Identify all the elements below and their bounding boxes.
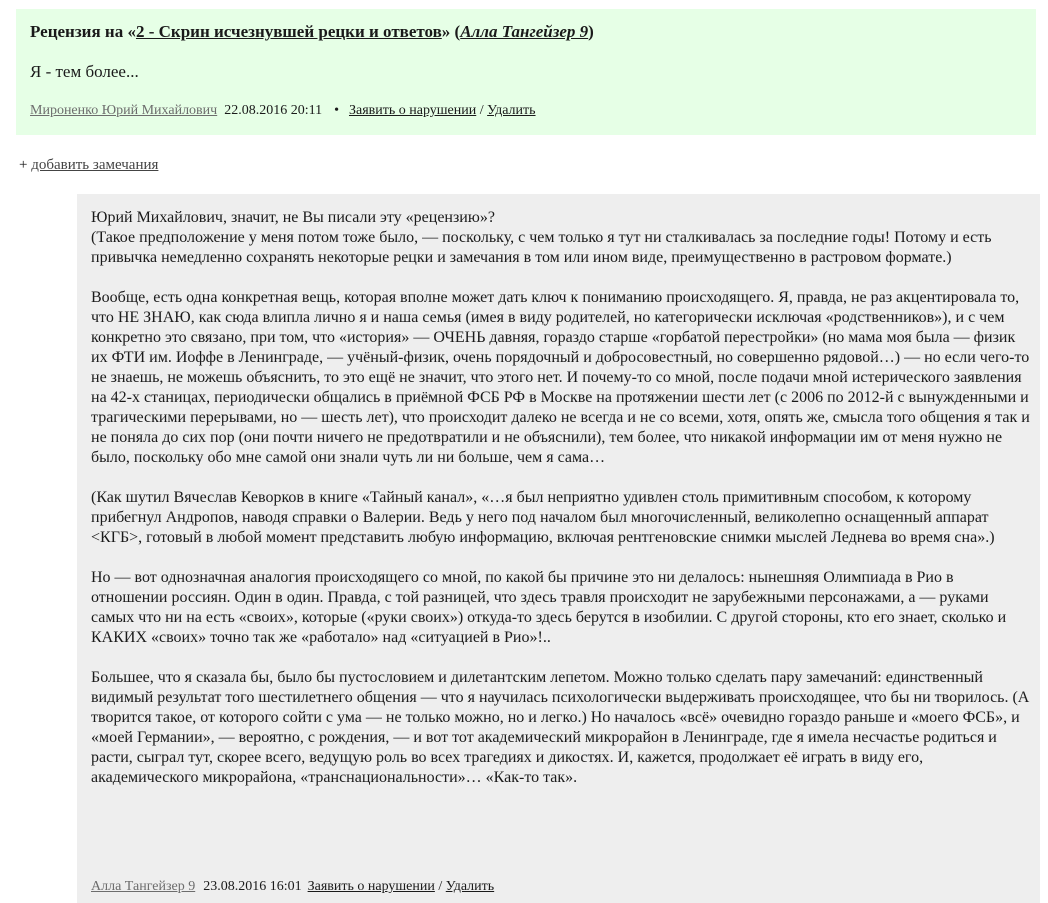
comment-text	[91, 208, 1030, 788]
comment-paragraph: Юрий Михайлович, значит, не Вы писали эту «рецензию»? (Такое предположение у меня потом тоже было, — поскольку, с чем только я тут ни сталкивалась за последние годы! Потому и есть привычка немедленно сохранять некоторые рецки и замечания в том или ином виде, преимущественно в растровом формате.)	[91, 209, 992, 266]
comment-meta-date: 23.08.2016 16:01	[203, 879, 302, 894]
meta-separator: /	[479, 103, 484, 118]
report-violation-link[interactable]: Заявить о нарушении	[348, 103, 477, 118]
review-meta-date: 22.08.2016 20:11	[224, 103, 323, 118]
plus-icon: +	[19, 157, 28, 173]
comment-report-violation-link[interactable]: Заявить о нарушении	[307, 879, 435, 894]
comment-paragraph: Большее, что я сказала бы, было бы пустословием и дилетантским лепетом. Можно только сделать пару замечаний: единственный видимый результат того шестилетнего общения — что я научилась психологически выдерживать происходящее, что бы ни творилось. (А творится такое, от которого сойти с ума — не только можно, но и легко.) Но началось «всё» очевидно гораздо раньше и «моего ФСБ», и «моей Германии», — вероятно, с рождения, — и вот тот академический микрорайон в Ленинграде, где я имела несчастье родиться и расти, сыграл тут, скорее всего, ведущую роль во всех трагедиях и дикостях. И, кажется, продолжает её играть в виду его, академического микрорайона, «транснациональности»… «Как-то так».	[91, 669, 1030, 786]
review-block	[16, 9, 1036, 135]
review-heading	[30, 21, 1022, 43]
bullet-icon: •	[334, 103, 339, 118]
comment-paragraph: Вообще, есть одна конкретная вещь, которая вполне может дать ключ к пониманию происходящего. Я, правда, не раз акцентировала то, что НЕ ЗНАЮ, как сюда влипла лично я и наша семья (имея в виду родителей, но категорически исключая «родственников»), и с чем конкретно это связано, при том, что «история» — ОЧЕНЬ давняя, гораздо старше «горбатой перестройки» (но мама моя была — физик их ФТИ им. Иоффе в Ленинграде, — учёный-физик, очень порядочный и добросовестный, но совершенно рядовой…) — но если чего-то не знаешь, не можешь объяснить, то это ещё не значит, что этого нет. И почему-то со мной, после подачи мной истерического заявления на 42-х станицах, периодически общались в приёмной ФСБ РФ в Москве на протяжении шести лет (с 2006 по 2012-й с вынужденными и трагическими перерывами, но — шесть лет), что происходит далеко не всегда и не со всеми, хотя, опять же, смысла того общения я так и не поняла до сих пор (они почти ничего не предотвратили и не объяснили), тем более, что никакой информации им от меня нужно не было, поскольку обо мне самой они знали чуть ли ни больше, чем я сама…	[91, 289, 1030, 466]
review-heading-prefix: Рецензия на «	[30, 22, 136, 41]
review-heading-mid: » (	[441, 22, 461, 41]
comment-meta	[91, 878, 494, 896]
review-heading-suffix: )	[588, 22, 594, 41]
comment-meta-separator: /	[438, 879, 443, 894]
comment-paragraph: Но — вот однозначная аналогия происходящего со мной, по какой бы причине это ни делалось: нынешняя Олимпиада в Рио в отношении россиян. Один в один. Правда, с той разницей, что здесь травля происходит не зарубежными персонажами, а — руками самых что ни на есть «своих», которые («руки своих») откуда-то здесь берутся в изобилии. С другой стороны, кто его знает, сколько и КАКИХ «своих» точно так же «работало» над «ситуацией в Рио»!..	[91, 569, 1007, 646]
add-note-link[interactable]: добавить замечания	[31, 157, 159, 173]
review-meta-author-link[interactable]: Мироненко Юрий Михайлович	[30, 103, 218, 118]
delete-link[interactable]: Удалить	[487, 103, 536, 118]
comment-delete-link[interactable]: Удалить	[445, 879, 495, 894]
review-work-link[interactable]: 2 - Скрин исчезнувшей рецки и ответов	[135, 22, 442, 41]
review-author-link[interactable]: Алла Тангейзер 9	[460, 22, 589, 41]
comment-paragraph: (Как шутил Вячеслав Кеворков в книге «Тайный канал», «…я был неприятно удивлен столь примитивным способом, к которому прибегнул Андропов, наводя справки о Валерии. Ведь у него под началом был многочисленный, великолепно оснащенный аппарат <КГБ>, готовый в любой момент представить любую информацию, включая рентгеновские снимки мыслей Леднева во время сна».)	[91, 489, 995, 546]
review-meta	[30, 102, 1022, 120]
review-text: Я - тем более...	[30, 62, 139, 81]
comment-block	[77, 194, 1040, 903]
comment-meta-author-link[interactable]: Алла Тангейзер 9	[91, 879, 196, 894]
add-note-row	[19, 155, 158, 175]
